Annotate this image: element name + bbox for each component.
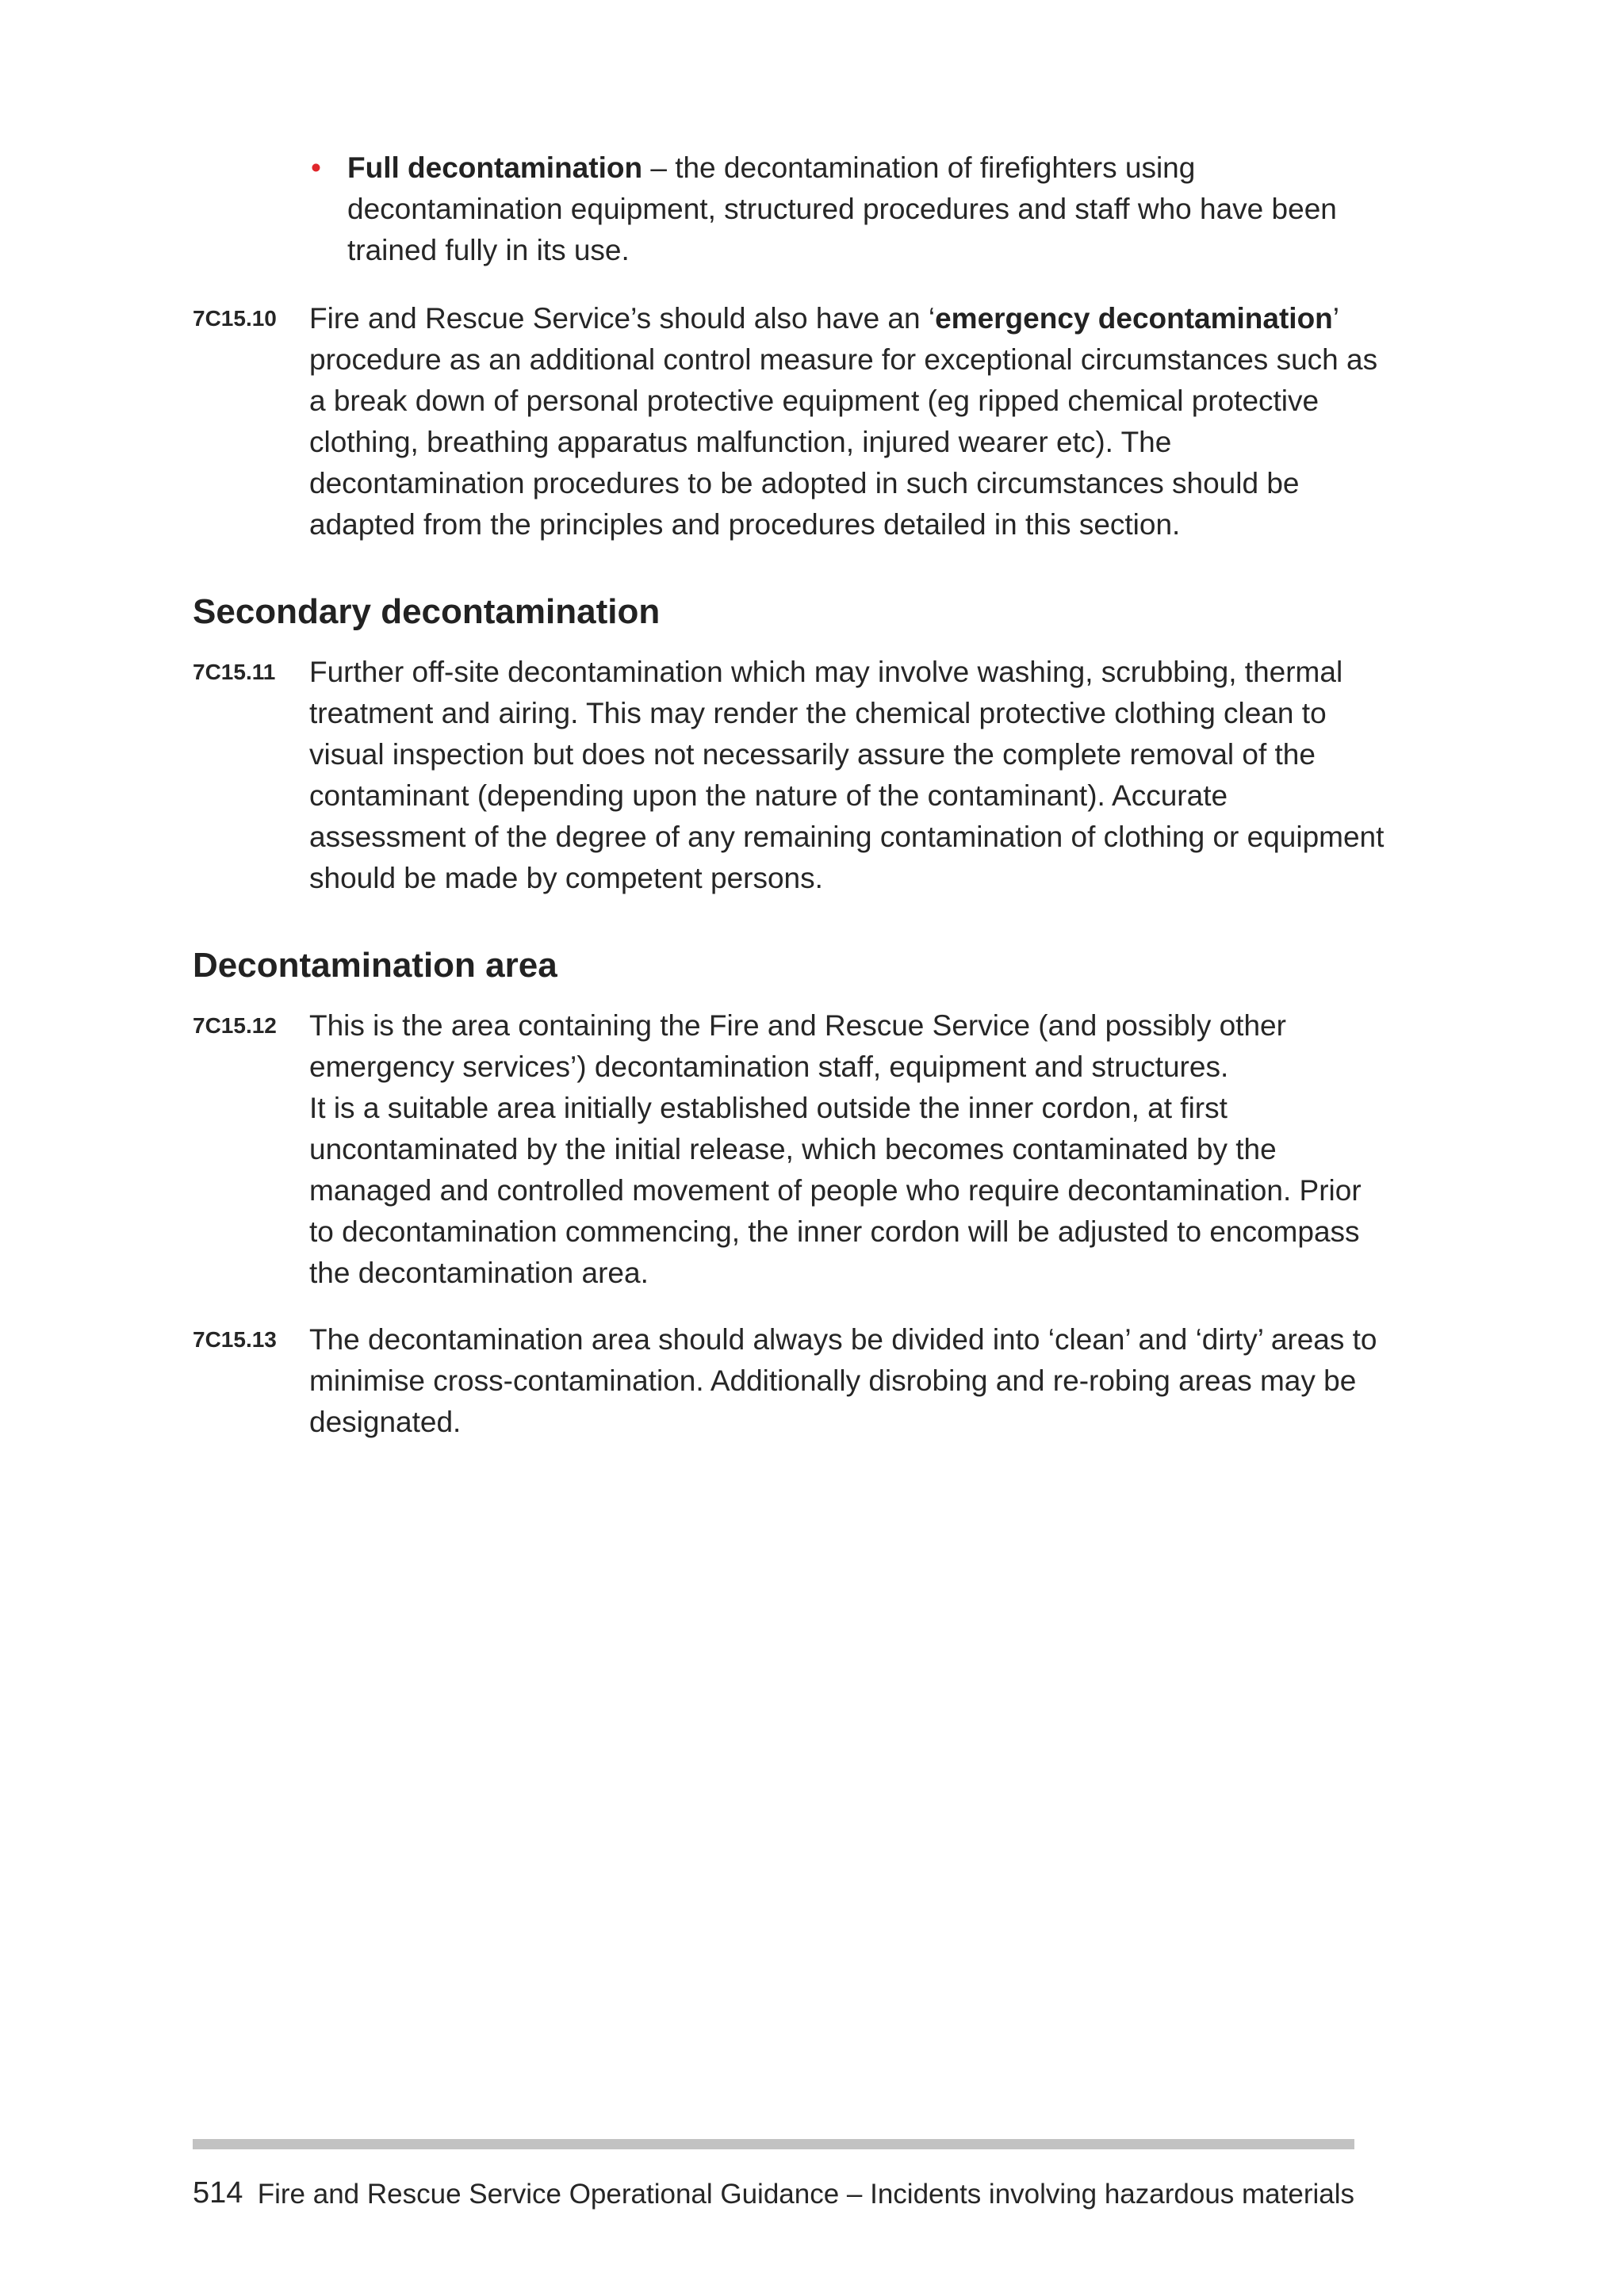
paragraph-7c15-11 bbox=[193, 652, 1385, 899]
page-number: 514 bbox=[193, 2176, 243, 2210]
paragraph-number: 7C15.12 bbox=[193, 1013, 277, 1038]
paragraph-7c15-13 bbox=[193, 1319, 1377, 1443]
paragraph-body: Further off-site decontamination which may involve washing, scrubbing, thermal treatment and airing. This may render the chemical protective clothing clean to visual inspection but does not necessarily assure the complete removal of the contaminant (depending upon the nature of the contaminant). Accurate assessment of the degree of any remaining contamination of clothing or equipment should be made by competent persons. bbox=[309, 656, 1385, 894]
paragraph-line-1: This is the area containing the Fire and Rescue Service (and possibly other emergency services’) decontamination staff, equipment and structures. bbox=[309, 1009, 1286, 1083]
paragraph-text-after: ’ procedure as an additional control measure for exceptional circumstances such as a break down of personal protective equipment (eg ripped chemical protective clothing, breathing apparatus malfunction, injured wearer etc). The decontamination procedures to be adopted in such circumstances should be adapted from the principles and procedures detailed in this section. bbox=[309, 302, 1378, 541]
paragraph-7c15-10 bbox=[193, 298, 1378, 545]
paragraph-body: The decontamination area should always be divided into ‘clean’ and ‘dirty’ areas to minimise cross-contamination. Additionally disrobing and re-robing areas may be designated. bbox=[309, 1323, 1377, 1438]
heading-decontamination-area: Decontamination area bbox=[193, 946, 557, 985]
heading-secondary-decontamination: Secondary decontamination bbox=[193, 592, 661, 631]
paragraph-number: 7C15.10 bbox=[193, 306, 277, 331]
bullet-term: Full decontamination bbox=[347, 151, 643, 184]
paragraph-body bbox=[309, 298, 1388, 545]
paragraph-text-before: Fire and Rescue Service’s should also have an ‘ bbox=[309, 302, 936, 335]
bullet-marker-icon: • bbox=[311, 151, 321, 184]
paragraph-bold-term: emergency decontamination bbox=[935, 302, 1333, 335]
footer-document-title: Fire and Rescue Service Operational Guidance – Incidents involving hazardous materials bbox=[257, 2179, 1354, 2210]
bullet-item-full-decontamination bbox=[347, 147, 1378, 271]
bullet-text: – the decontamination of firefighters using decontamination equipment, structured procedures and staff who have been trained fully in its use. bbox=[347, 151, 1337, 266]
paragraph-body bbox=[309, 1005, 1388, 1294]
paragraph-number: 7C15.13 bbox=[193, 1327, 277, 1352]
paragraph-line-2: It is a suitable area initially established outside the inner cordon, at first uncontaminated by the initial release, which becomes contaminated by the managed and controlled movement of people who require decontamination. Prior to decontamination commencing, the inner cordon will be adjusted to encompass the decontamination area. bbox=[309, 1092, 1362, 1289]
paragraph-7c15-12 bbox=[193, 1005, 1362, 1294]
paragraph-number: 7C15.11 bbox=[193, 660, 276, 684]
footer-divider bbox=[193, 2139, 1354, 2149]
